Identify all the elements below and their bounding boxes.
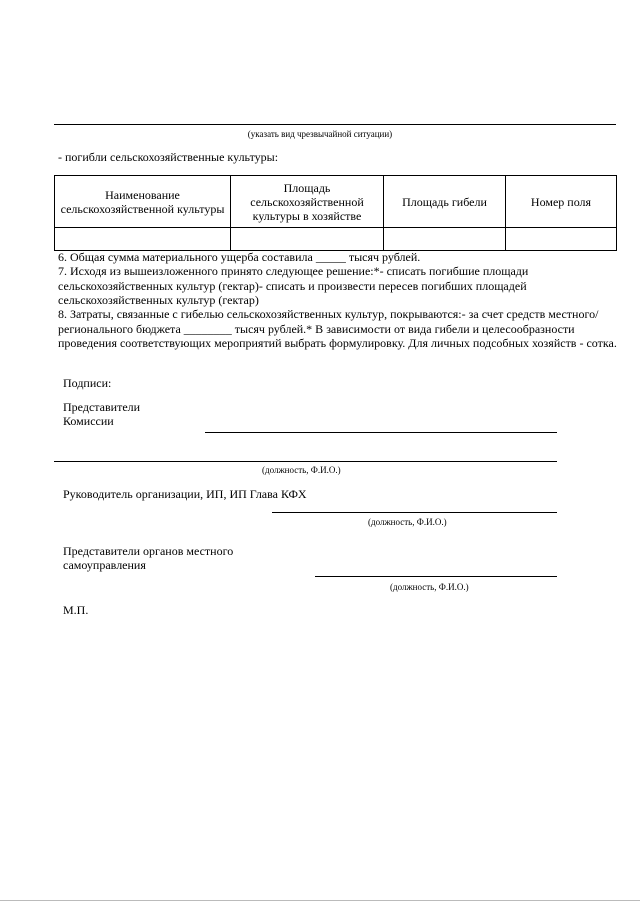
emergency-type-caption: (указать вид чрезвычайной ситуации) xyxy=(247,129,393,139)
commission-label-2: Комиссии xyxy=(63,414,114,428)
table-cell xyxy=(506,228,617,251)
commission-label-1: Представители xyxy=(63,400,141,414)
header-crop-area: Площадь сельскохозяйственной культуры в хозяйстве xyxy=(231,176,384,228)
header-crop-name: Наименование сельскохозяйственной культуры xyxy=(55,176,231,228)
emergency-type-line xyxy=(54,124,616,125)
local-gov-caption: (должность, Ф.И.О.) xyxy=(390,582,469,592)
stamp-place: М.П. xyxy=(63,603,89,617)
crops-intro: - погибли сельскохозяйственные культуры: xyxy=(58,150,279,164)
commission-caption: (должность, Ф.И.О.) xyxy=(262,465,341,475)
page-bottom-edge xyxy=(0,900,640,901)
header-field-number: Номер поля xyxy=(506,176,617,228)
table-cell xyxy=(55,228,231,251)
head-caption: (должность, Ф.И.О.) xyxy=(368,517,447,527)
paragraph-6: 6. Общая сумма материального ущерба составила _____ тысяч рублей. xyxy=(58,250,421,264)
table-header-row xyxy=(55,176,617,228)
local-gov-label-1: Представители органов местного xyxy=(63,544,234,558)
head-label: Руководитель организации, ИП, ИП Глава КФХ xyxy=(63,487,307,501)
crops-table xyxy=(54,175,617,251)
head-signature-line xyxy=(272,512,557,513)
commission-signature-line xyxy=(205,432,557,433)
paragraph-7: 7. Исходя из вышеизложенного принято следующее решение:*- списать погибшие площади сельскохозяйственных культур (гектар)- списать и произвести пересев погибших площадей сельскохозяйственных культур (гектар) xyxy=(58,264,529,307)
local-gov-signature-line xyxy=(315,576,557,577)
table-cell xyxy=(231,228,384,251)
local-gov-label-2: самоуправления xyxy=(63,558,146,572)
paragraph-8: 8. Затраты, связанные с гибелью сельскохозяйственных культур, покрываются:- за счет средств местного/регионального бюджета ________ тысяч рублей.* В зависимости от вида гибели и целесообразности проведения соответствующих мероприятий выбрать формулировку. Для личных подсобных хозяйств - сотка. xyxy=(58,307,617,350)
commission-signature-line-2 xyxy=(54,461,557,462)
table-row xyxy=(55,228,617,251)
table-cell xyxy=(384,228,506,251)
header-loss-area: Площадь гибели xyxy=(384,176,506,228)
signatures-heading: Подписи: xyxy=(63,376,112,390)
